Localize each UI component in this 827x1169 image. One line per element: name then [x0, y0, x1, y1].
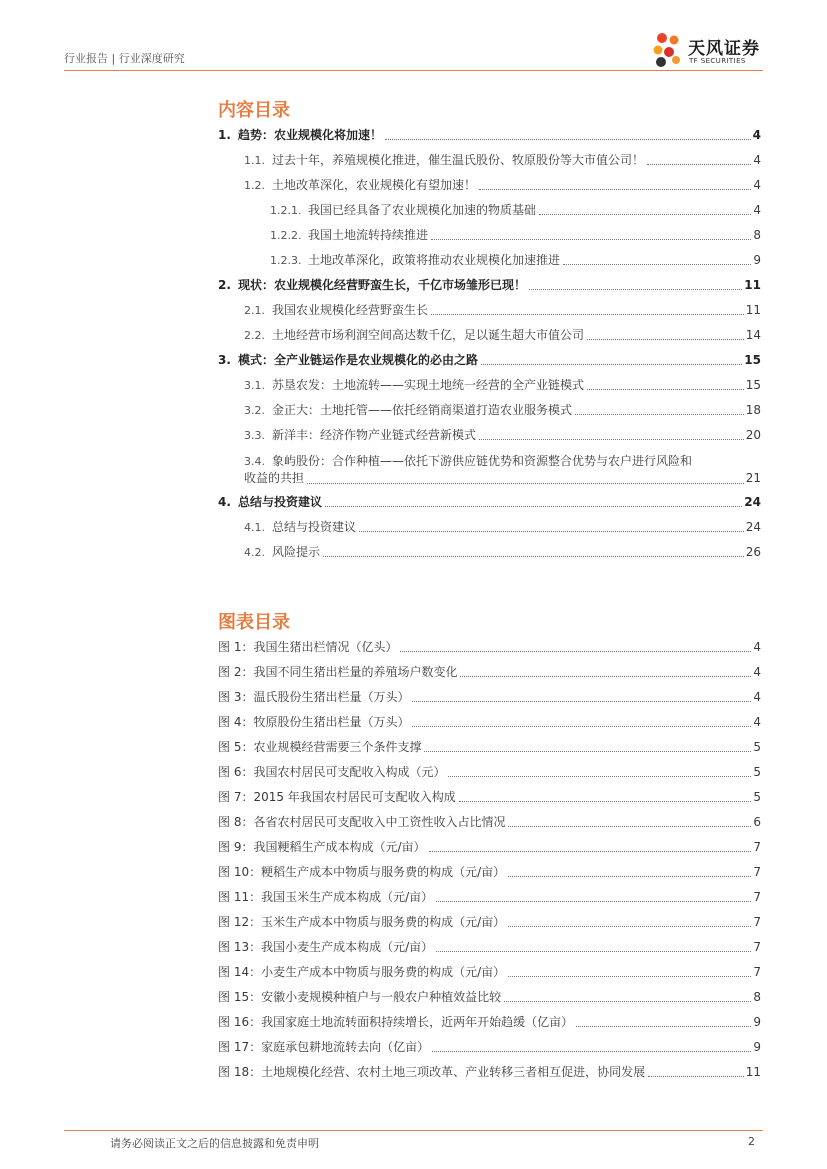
dot-leader: [429, 851, 752, 852]
toc-entry[interactable]: [218, 378, 761, 393]
figure-entry-page: 5: [753, 740, 761, 754]
toc-entry[interactable]: [218, 128, 761, 143]
toc-entry-number: 3.3.: [244, 429, 265, 442]
toc-entry-text-continued: 收益的共担: [244, 471, 305, 485]
figure-entry-text: 图 7：2015 年我国农村居民可支配收入构成: [218, 790, 456, 804]
figure-entry[interactable]: [218, 690, 761, 705]
figure-entry-page: 11: [745, 1065, 761, 1079]
dot-leader: [587, 389, 744, 390]
figure-entry-text: 图 6：我国农村居民可支配收入构成（元）: [218, 765, 446, 779]
toc-entry-number: 1.2.1.: [270, 204, 302, 217]
toc-entry-text: 土地改革深化，农业规模化有望加速！: [272, 178, 477, 192]
toc-entry-text: 象屿股份：合作种植——依托下游供应链优势和资源整合优势与农户进行风险和: [272, 454, 693, 468]
toc-entry-page: 4: [753, 203, 761, 217]
toc-entry-text: 总结与投资建议: [238, 495, 323, 509]
toc-entry-number: 2.1.: [244, 304, 265, 317]
dot-leader: [508, 876, 751, 877]
toc-entry[interactable]: [218, 428, 761, 443]
toc-entry-number: 3.4.: [244, 455, 265, 468]
figure-entry-page: 5: [753, 790, 761, 804]
toc-entry-text: 苏垦农发：土地流转——实现土地统一经营的全产业链模式: [272, 378, 585, 392]
figure-entry-page: 7: [753, 840, 761, 854]
dot-leader: [436, 951, 751, 952]
figure-entry-page: 9: [753, 1015, 761, 1029]
toc-entry-text: 土地改革深化，政策将推动农业规模化加速推进: [308, 253, 561, 267]
toc-entry-number: 3.: [218, 353, 231, 367]
figure-entry[interactable]: [218, 915, 761, 930]
dot-leader: [508, 826, 751, 827]
dot-leader: [385, 139, 751, 140]
dot-leader: [587, 339, 744, 340]
figure-entry-page: 7: [753, 890, 761, 904]
toc-entry-page: 4: [752, 128, 761, 142]
toc-entry[interactable]: [218, 495, 761, 510]
dot-leader: [479, 189, 751, 190]
figure-entry-text: 图 9：我国粳稻生产成本构成（元/亩）: [218, 840, 426, 854]
figure-entry-page: 5: [753, 765, 761, 779]
dot-leader: [481, 364, 742, 365]
dot-leader: [576, 1026, 751, 1027]
figure-entry[interactable]: [218, 940, 761, 955]
dot-leader: [431, 314, 744, 315]
disclaimer-text: 请务必阅读正文之后的信息披露和免责申明: [110, 1137, 319, 1150]
dot-leader: [325, 506, 742, 507]
toc-entry-page: 8: [753, 228, 761, 242]
toc-entry[interactable]: [218, 178, 761, 193]
figure-entry-text: 图 5：农业规模经营需要三个条件支撑: [218, 740, 422, 754]
toc-entry[interactable]: [218, 228, 761, 243]
figure-entry-text: 图 11：我国玉米生产成本构成（元/亩）: [218, 890, 434, 904]
dot-leader: [432, 1051, 751, 1052]
logo-flower-icon: [652, 30, 686, 72]
dot-leader: [412, 701, 751, 702]
toc-entry-text: 金正大：土地托管——依托经销商渠道打造农业服务模式: [272, 403, 573, 417]
logo-name: 天风证券: [688, 39, 760, 59]
toc-entry[interactable]: [218, 278, 761, 293]
dot-leader: [529, 289, 742, 290]
dot-leader: [323, 556, 744, 557]
toc-entry-number: 3.1.: [244, 379, 265, 392]
figure-entry[interactable]: [218, 840, 761, 855]
figure-entry-page: 4: [753, 715, 761, 729]
toc-entry-text: 土地经营市场利润空间高达数千亿，足以诞生超大市值公司: [272, 328, 585, 342]
figure-entry[interactable]: [218, 815, 761, 830]
toc-entry-page: 26: [745, 545, 761, 559]
figure-entry[interactable]: [218, 640, 761, 655]
figures-title: 图表目录: [218, 612, 290, 633]
figure-entry[interactable]: [218, 740, 761, 755]
toc-entry-page: 14: [745, 328, 761, 342]
toc-entry-page: 21: [745, 471, 761, 485]
toc-entry[interactable]: [218, 203, 761, 218]
figure-entry[interactable]: [218, 1040, 761, 1055]
toc-entry[interactable]: [218, 353, 761, 368]
logo-subtitle: TF SECURITIES: [689, 57, 746, 65]
toc-entry-number: 1.: [218, 128, 231, 142]
dot-leader: [508, 926, 751, 927]
toc-entry-text: 我国已经具备了农业规模化加速的物质基础: [308, 203, 537, 217]
toc-entry-text: 我国土地流转持续推进: [308, 228, 429, 242]
toc-entry[interactable]: [218, 520, 761, 535]
figure-entry[interactable]: [218, 965, 761, 980]
figure-entry-text: 图 15：安徽小麦规模种植户与一般农户种植效益比较: [218, 990, 502, 1004]
figure-entry-page: 6: [753, 815, 761, 829]
dot-leader: [436, 901, 751, 902]
report-category: 行业报告 | 行业深度研究: [64, 52, 185, 65]
dot-leader: [459, 801, 752, 802]
toc-entry-number: 1.1.: [244, 154, 265, 167]
toc-entry-text: 趋势：农业规模化将加速！: [238, 128, 383, 142]
figure-entry-text: 图 18：土地规模化经营、农村土地三项改革、产业转移三者相互促进，协同发展: [218, 1065, 646, 1079]
figure-entry-text: 图 2：我国不同生猪出栏量的养殖场户数变化: [218, 665, 458, 679]
toc-entry-page: 4: [753, 153, 761, 167]
company-logo: [652, 30, 772, 72]
toc-entry-text: 新洋丰：经济作物产业链式经营新模式: [272, 428, 477, 442]
toc-entry-number: 4.1.: [244, 521, 265, 534]
toc-entry-number: 2.: [218, 278, 231, 292]
dot-leader: [307, 483, 744, 484]
page-number: 2: [748, 1135, 755, 1148]
toc-entry-number: 1.2.: [244, 179, 265, 192]
figure-entry-text: 图 4：牧原股份生猪出栏量（万头）: [218, 715, 410, 729]
dot-leader: [575, 414, 744, 415]
toc-entry-page: 20: [745, 428, 761, 442]
toc-entry-text: 模式：全产业链运作是农业规模化的必由之路: [238, 353, 479, 367]
toc-entry-page: 24: [744, 495, 761, 509]
toc-title: 内容目录: [218, 100, 290, 121]
toc-entry-page: 11: [744, 278, 761, 292]
toc-entry-page: 9: [753, 253, 761, 267]
dot-leader: [648, 1076, 744, 1077]
toc-entry-number: 3.2.: [244, 404, 265, 417]
toc-entry-page: 11: [745, 303, 761, 317]
toc-entry-page: 18: [745, 403, 761, 417]
figure-entry-text: 图 17：家庭承包耕地流转去向（亿亩）: [218, 1040, 430, 1054]
figure-entry[interactable]: [218, 1065, 761, 1080]
figure-entry[interactable]: [218, 865, 761, 880]
figure-entry[interactable]: [218, 1015, 761, 1030]
toc-entry[interactable]: [218, 253, 761, 268]
figure-entry[interactable]: [218, 990, 761, 1005]
footer-divider: [64, 1130, 763, 1131]
figure-entry-page: 7: [753, 940, 761, 954]
toc-entry-text: 风险提示: [272, 545, 321, 559]
figure-entry[interactable]: [218, 765, 761, 780]
toc-entry-number: 2.2.: [244, 329, 265, 342]
toc-entry-number: 1.2.2.: [270, 229, 302, 242]
toc-entry[interactable]: [218, 153, 761, 168]
dot-leader: [460, 676, 751, 677]
toc-entry-text: 过去十年，养殖规模化推进，催生温氏股份、牧原股份等大市值公司！: [272, 153, 645, 167]
figure-entry-page: 4: [753, 665, 761, 679]
dot-leader: [412, 726, 751, 727]
toc-entry-page: 4: [753, 178, 761, 192]
toc-entry-text: 我国农业规模化经营野蛮生长: [272, 303, 429, 317]
toc-entry-text: 现状：农业规模化经营野蛮生长，千亿市场雏形已现！: [238, 278, 527, 292]
figure-entry-page: 8: [753, 990, 761, 1004]
figure-entry-text: 图 13：我国小麦生产成本构成（元/亩）: [218, 940, 434, 954]
dot-leader: [424, 751, 751, 752]
figure-entry[interactable]: [218, 665, 761, 680]
figure-entry-text: 图 16：我国家庭土地流转面积持续增长，近两年开始趋缓（亿亩）: [218, 1015, 574, 1029]
figure-entry-text: 图 14：小麦生产成本中物质与服务费的构成（元/亩）: [218, 965, 506, 979]
figure-entry[interactable]: [218, 715, 761, 730]
toc-entry[interactable]: [218, 303, 761, 318]
dot-leader: [359, 531, 744, 532]
toc-entry-page: 15: [744, 353, 761, 367]
toc-entry-page: 24: [745, 520, 761, 534]
toc-entry-page: 15: [745, 378, 761, 392]
dot-leader: [431, 239, 751, 240]
figure-entry-text: 图 3：温氏股份生猪出栏量（万头）: [218, 690, 410, 704]
figure-entry-page: 7: [753, 965, 761, 979]
toc-entry[interactable]: [218, 545, 761, 560]
dot-leader: [563, 264, 751, 265]
figure-entry-text: 图 1：我国生猪出栏情况（亿头）: [218, 640, 398, 654]
toc-entry-number: 4.: [218, 495, 231, 509]
toc-entry-number: 4.2.: [244, 546, 265, 559]
dot-leader: [647, 164, 751, 165]
dot-leader: [508, 976, 751, 977]
figure-entry-page: 4: [753, 640, 761, 654]
toc-entry-text: 总结与投资建议: [272, 520, 357, 534]
figure-entry-page: 7: [753, 915, 761, 929]
figure-entry[interactable]: [218, 790, 761, 805]
dot-leader: [400, 651, 751, 652]
dot-leader: [448, 776, 751, 777]
toc-entry[interactable]: [218, 328, 761, 343]
figure-entry-text: 图 8：各省农村居民可支配收入中工资性收入占比情况: [218, 815, 506, 829]
figure-entry-page: 9: [753, 1040, 761, 1054]
dot-leader: [504, 1001, 751, 1002]
toc-entry[interactable]: [218, 453, 761, 487]
figure-entry[interactable]: [218, 890, 761, 905]
dot-leader: [479, 439, 744, 440]
figure-entry-page: 4: [753, 690, 761, 704]
toc-entry-number: 1.2.3.: [270, 254, 302, 267]
dot-leader: [539, 214, 751, 215]
figure-entry-text: 图 10：粳稻生产成本中物质与服务费的构成（元/亩）: [218, 865, 506, 879]
figure-entry-text: 图 12：玉米生产成本中物质与服务费的构成（元/亩）: [218, 915, 506, 929]
toc-entry[interactable]: [218, 403, 761, 418]
figure-entry-page: 7: [753, 865, 761, 879]
